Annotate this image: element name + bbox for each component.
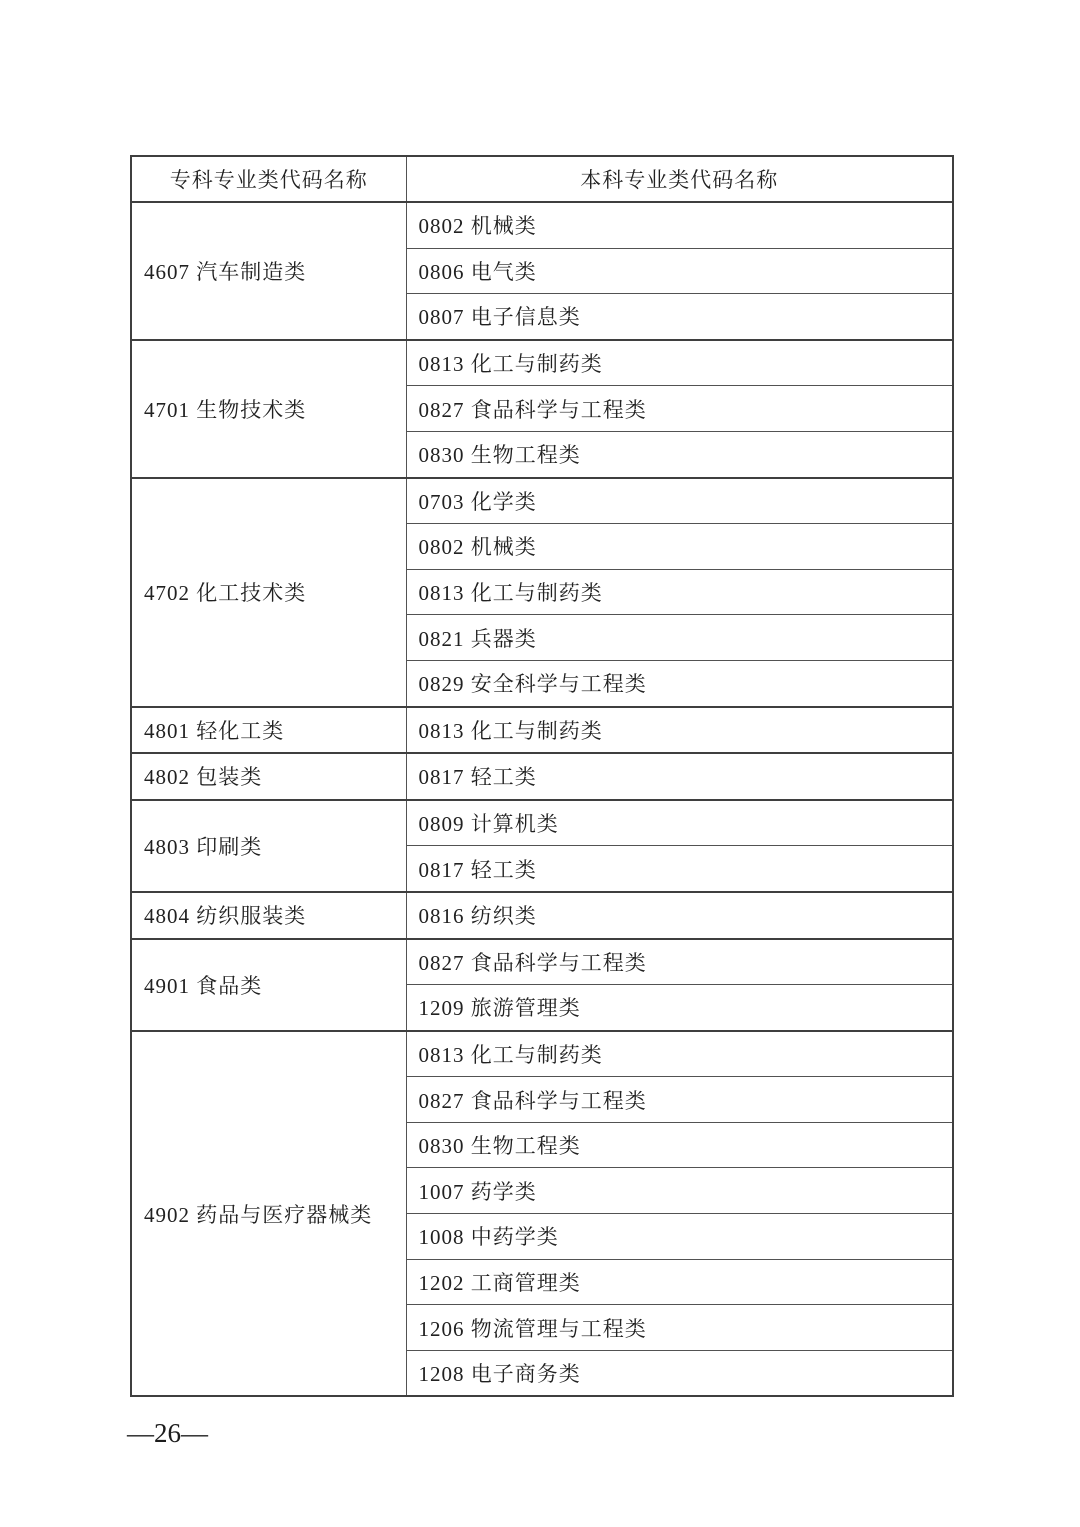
table-row (131, 202, 953, 248)
bk-major-cell: 1007 药学类 (406, 1168, 953, 1214)
zk-major-cell: 4803 印刷类 (131, 800, 406, 892)
bk-major-cell: 0813 化工与制药类 (406, 340, 953, 386)
zk-header-cell: 专科专业类代码名称 (131, 156, 406, 202)
bk-major-cell: 0827 食品科学与工程类 (406, 386, 953, 432)
major-mapping-table-container (130, 155, 952, 1397)
bk-major-cell: 0813 化工与制药类 (406, 569, 953, 615)
bk-major-cell: 0813 化工与制药类 (406, 707, 953, 754)
bk-major-cell: 0703 化学类 (406, 478, 953, 524)
bk-major-cell: 1206 物流管理与工程类 (406, 1305, 953, 1351)
zk-major-cell: 4901 食品类 (131, 939, 406, 1031)
bk-major-cell: 0807 电子信息类 (406, 294, 953, 340)
zk-major-cell: 4607 汽车制造类 (131, 202, 406, 340)
zk-major-cell: 4702 化工技术类 (131, 478, 406, 707)
table-row (131, 340, 953, 386)
bk-major-cell: 0802 机械类 (406, 202, 953, 248)
bk-major-cell: 0830 生物工程类 (406, 1122, 953, 1168)
bk-major-cell: 0806 电气类 (406, 248, 953, 294)
bk-major-cell: 0813 化工与制药类 (406, 1031, 953, 1077)
page-number: —26— (127, 1418, 208, 1448)
table-row (131, 892, 953, 939)
bk-major-cell: 0817 轻工类 (406, 753, 953, 800)
bk-major-cell: 0830 生物工程类 (406, 431, 953, 477)
bk-major-cell: 0809 计算机类 (406, 800, 953, 846)
bk-major-cell: 0829 安全科学与工程类 (406, 660, 953, 706)
zk-major-cell: 4902 药品与医疗器械类 (131, 1031, 406, 1397)
table-row (131, 753, 953, 800)
bk-major-cell: 0802 机械类 (406, 524, 953, 570)
bk-major-cell: 0816 纺织类 (406, 892, 953, 939)
zk-major-cell: 4802 包装类 (131, 753, 406, 800)
bk-major-cell: 0827 食品科学与工程类 (406, 939, 953, 985)
bk-major-cell: 1008 中药学类 (406, 1214, 953, 1260)
table-row (131, 800, 953, 846)
major-mapping-table (130, 155, 954, 1397)
bk-major-cell: 0817 轻工类 (406, 846, 953, 892)
table-row (131, 478, 953, 524)
zk-major-cell: 4701 生物技术类 (131, 340, 406, 478)
table-header-row (131, 156, 953, 202)
bk-major-cell: 1202 工商管理类 (406, 1259, 953, 1305)
zk-major-cell: 4804 纺织服装类 (131, 892, 406, 939)
bk-major-cell: 0827 食品科学与工程类 (406, 1077, 953, 1123)
table-row (131, 707, 953, 754)
bk-major-cell: 1209 旅游管理类 (406, 985, 953, 1031)
bk-major-cell: 1208 电子商务类 (406, 1350, 953, 1396)
table-row (131, 939, 953, 985)
bk-major-cell: 0821 兵器类 (406, 615, 953, 661)
bk-header-cell: 本科专业类代码名称 (406, 156, 953, 202)
zk-major-cell: 4801 轻化工类 (131, 707, 406, 754)
table-row (131, 1031, 953, 1077)
